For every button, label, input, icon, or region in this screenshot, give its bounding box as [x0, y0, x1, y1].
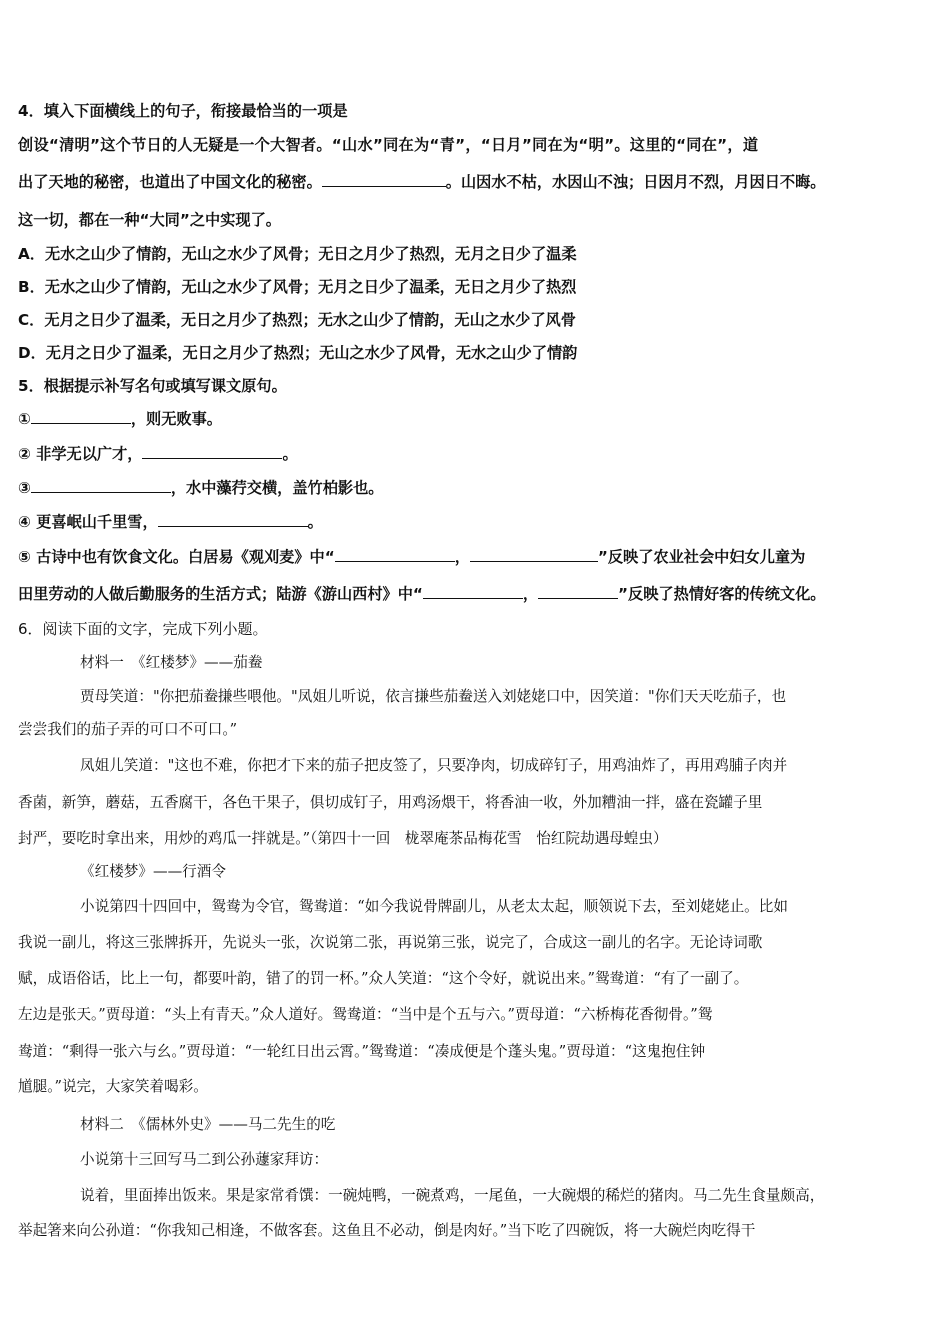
q6-line: 香菌，新笋，蘑菇，五香腐干，各色干果子，俱切成钉子，用鸡汤煨干，将香油一收，外加糟油一拌，盛在瓷罐子里	[18, 794, 763, 811]
q4-option-c[interactable]: C．无月之日少了温柔，无日之月少了热烈；无水之山少了情韵，无山之水少了风骨	[18, 311, 576, 329]
q6-material-2-heading: 材料二 《儒林外史》——马二先生的吃	[80, 1116, 336, 1133]
q5-item-5-blank-3[interactable]	[423, 585, 523, 599]
q5-item-5-text-d: 田里劳动的人做后勤服务的生活方式；陆游《游山西村》中“	[18, 585, 423, 603]
q5-item-2-end: 。	[282, 445, 298, 463]
q5-item-2-text: ② 非学无以广才，	[18, 445, 143, 463]
q5-item-5-text-f: ”反映了热情好客的传统文化。	[618, 585, 826, 603]
q5-item-1-text: ，则无败事。	[130, 410, 222, 428]
q4-para-2-text-a: 出了天地的秘密，也道出了中国文化的秘密。	[18, 173, 322, 191]
q5-item-5-blank-4[interactable]	[538, 585, 618, 599]
q6-line: 说着，里面捧出饭来。果是家常肴馔：一碗炖鸭，一碗煮鸡，一尾鱼，一大碗煨的稀烂的猪肉。马二先生食量颇高，	[80, 1187, 825, 1204]
q5-item-5-comma: ，	[454, 548, 470, 566]
q6-line: 小说第十三回写马二到公孙蘧家拜访：	[80, 1151, 329, 1168]
q6-line: 鸯道：“剩得一张六与幺。”贾母道：“一轮红日出云霄。”鸳鸯道：“凑成便是个蓬头鬼。”贾母道：“这鬼抱住钟	[18, 1043, 706, 1060]
q4-title: 4．填入下面横线上的句子，衔接最恰当的一项是	[18, 102, 348, 120]
q6-line: 封严，要吃时拿出来，用炒的鸡瓜一拌就是。”（第四十一回 栊翠庵茶品梅花雪 怡红院劫遇母蝗虫）	[18, 830, 668, 847]
q6-line: 我说一副儿，将这三张牌拆开，先说头一张，次说第二张，再说第三张，说完了，合成这一副儿的名字。无论诗词歌	[18, 934, 763, 951]
q5-item-5	[18, 547, 805, 567]
q5-item-3-text: ，水中藻荇交横，盖竹柏影也。	[170, 479, 384, 497]
q6-line: 赋，成语俗话，比上一句，都要叶韵，错了的罚一杯。”众人笑道：“这个令好，就说出来。”鸳鸯道：“有了一副了。	[18, 970, 749, 987]
q5-item-4	[18, 512, 323, 532]
q5-item-5-comma-2: ，	[522, 585, 539, 603]
q5-item-3	[18, 478, 383, 498]
q5-item-3-marker: ③	[18, 479, 31, 497]
q5-item-4-blank[interactable]	[158, 513, 308, 527]
q6-line: 馗腿。”说完，大家笑着喝彩。	[18, 1078, 208, 1095]
q5-item-1-blank[interactable]	[31, 410, 131, 424]
q5-item-1	[18, 409, 222, 429]
q6-line: 尝尝我们的茄子弄的可口不可口。”	[18, 721, 238, 738]
q5-item-2	[18, 444, 298, 464]
q5-item-2-blank[interactable]	[142, 445, 282, 459]
q4-answer-blank[interactable]	[322, 173, 446, 187]
q6-line: 小说第四十四回中，鸳鸯为令官，鸳鸯道：“如今我说骨牌副儿，从老太太起，顺领说下去，至刘姥姥止。比如	[80, 898, 788, 915]
q4-para-2	[18, 172, 825, 192]
q5-item-5-text-c: ”反映了农业社会中妇女儿童为	[597, 548, 806, 566]
q6-title: 6．阅读下面的文字，完成下列小题。	[18, 620, 268, 638]
q6-line: 贾母笑道："你把茄鲞搛些喂他。"凤姐儿听说，依言搛些茄鲞送入刘姥姥口中，因笑道："你们天天吃茄子，也	[80, 688, 787, 705]
q6-subheading: 《红楼梦》——行酒令	[80, 863, 226, 880]
q5-item-4-end: 。	[307, 513, 323, 531]
q5-item-5-text-a: ⑤ 古诗中也有饮食文化。白居易《观刈麦》中“	[18, 548, 335, 566]
q6-line: 凤姐儿笑道："这也不难，你把才下来的茄子把皮签了，只要净肉，切成碎钉子，用鸡油炸了，再用鸡脯子肉并	[80, 757, 788, 774]
q4-option-d[interactable]: D．无月之日少了温柔，无日之月少了热烈；无山之水少了风骨，无水之山少了情韵	[18, 344, 578, 362]
q5-item-3-blank[interactable]	[31, 479, 171, 493]
q5-item-1-marker: ①	[18, 410, 31, 428]
q4-option-b[interactable]: B．无水之山少了情韵，无山之水少了风骨；无月之日少了温柔，无日之月少了热烈	[18, 278, 577, 296]
q6-line: 举起箸来向公孙道：“你我知己相逢，不做客套。这鱼且不必动，倒是肉好。”当下吃了四碗饭，将一大碗烂肉吃得干	[18, 1222, 756, 1239]
q5-item-4-text: ④ 更喜岷山千里雪，	[18, 513, 158, 531]
q5-item-5-blank-1[interactable]	[335, 548, 455, 562]
q4-para-2-text-b: 。山因水不枯，水因山不浊；日因月不烈，月因日不晦。	[445, 173, 826, 191]
q5-item-5-cont	[18, 584, 825, 604]
q6-material-1-heading: 材料一 《红楼梦》——茄鲞	[80, 654, 263, 671]
q4-para-3: 这一切，都在一种“大同”之中实现了。	[18, 211, 281, 229]
q5-title: 5．根据提示补写名句或填写课文原句。	[18, 377, 287, 395]
q4-option-a[interactable]: A．无水之山少了情韵，无山之水少了风骨；无日之月少了热烈，无月之日少了温柔	[18, 245, 577, 263]
q6-line: 左边是张天。”贾母道：“头上有青天。”众人道好。鸳鸯道：“当中是个五与六。”贾母道：“六桥梅花香彻骨。”鸳	[18, 1006, 713, 1023]
q5-item-5-blank-2[interactable]	[470, 548, 598, 562]
q4-para-1: 创设“清明”这个节日的人无疑是一个大智者。“山水”同在为“青”，“日月”同在为“明”。这里的“同在”，道	[18, 136, 759, 154]
